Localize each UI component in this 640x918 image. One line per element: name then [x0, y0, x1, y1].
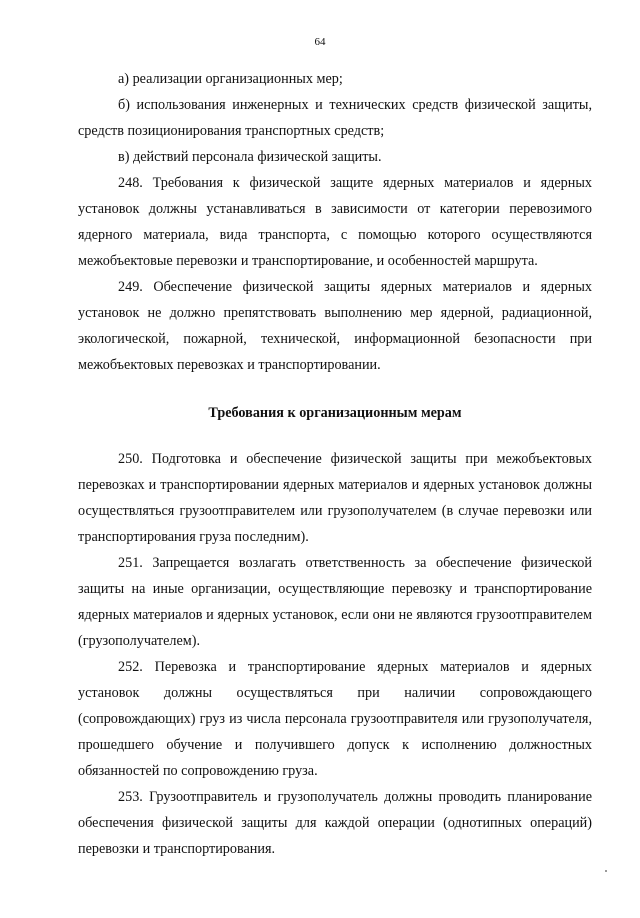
paragraph-a: а) реализации организационных мер;	[118, 71, 343, 87]
paragraph-248: 248. Требования к физической защите ядерных материалов и ядерных установок должны устанавливаться в зависимости от категории перевозимого ядерного материала, вида транспорта, с помощью которого осуществляются межобъектовые перевозки и транспортирование, и особенностей маршрута.	[78, 175, 592, 269]
section-heading: Требования к организационным мерам	[208, 405, 462, 421]
paragraph-251: 251. Запрещается возлагать ответственность за обеспечение физической защиты на иные организации, осуществляющие перевозку и транспортирование ядерных материалов и ядерных установок, если они не являются грузоотправителем (грузополучателем).	[78, 555, 592, 649]
paragraph-253: 253. Грузоотправитель и грузополучатель должны проводить планирование обеспечения физической защиты для каждой операции (однотипных операций) перевозки и транспортирования.	[78, 789, 592, 857]
scan-mark	[605, 870, 607, 872]
page-number: 64	[314, 36, 326, 48]
paragraph-b: б) использования инженерных и технических средств физической защиты, средств позиционирования транспортных средств;	[78, 97, 592, 139]
paragraph-250: 250. Подготовка и обеспечение физической защиты при межобъектовых перевозках и транспортировании ядерных материалов и ядерных установок должны осуществляться грузоотправителем или грузополучателем (в случае перевозки или транспортирования груза последним).	[78, 451, 592, 545]
paragraph-252: 252. Перевозка и транспортирование ядерных материалов и ядерных установок должны осуществляться при наличии сопровождающего (сопровождающих) груз из числа персонала грузоотправителя или грузополучателя, прошедшего обучение и получившего допуск к исполнению должностных обязанностей по сопровождению груза.	[78, 659, 592, 779]
paragraph-v: в) действий персонала физической защиты.	[118, 149, 382, 165]
paragraph-249: 249. Обеспечение физической защиты ядерных материалов и ядерных установок не должно препятствовать выполнению мер ядерной, радиационной, экологической, пожарной, технической, информационной безопасности при межобъектовых перевозках и транспортировании.	[78, 279, 592, 373]
page-content	[78, 66, 592, 862]
